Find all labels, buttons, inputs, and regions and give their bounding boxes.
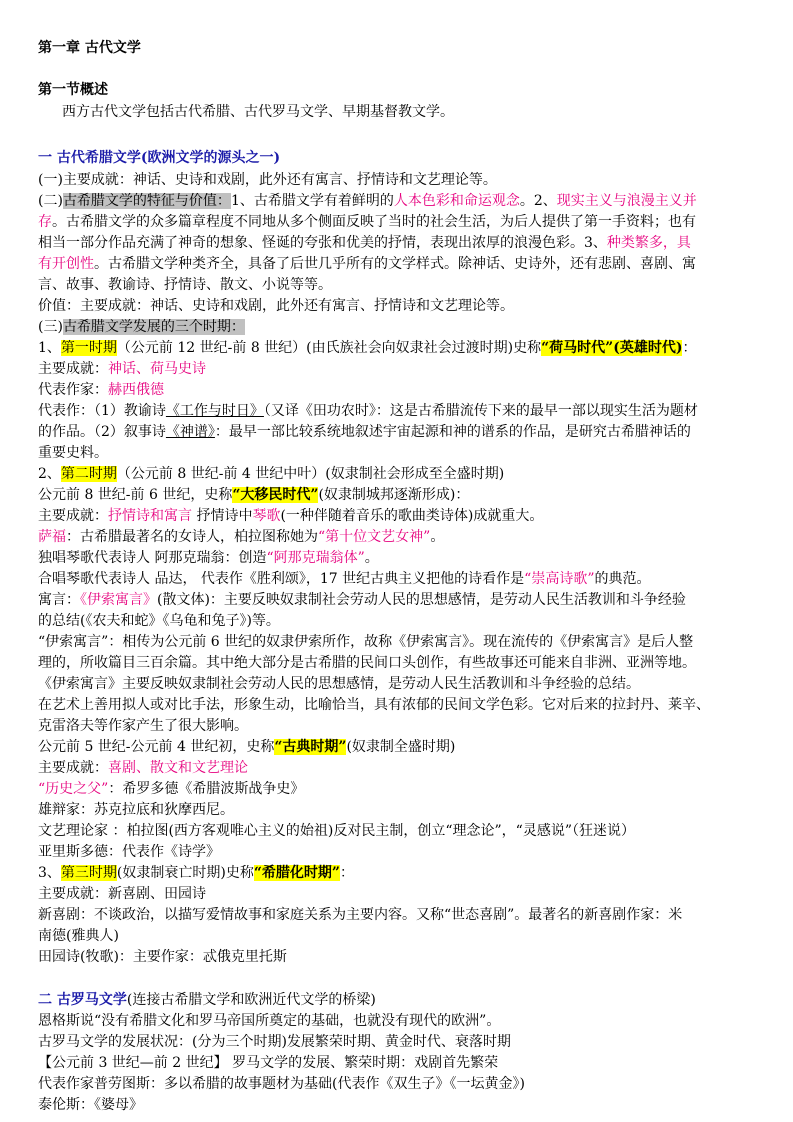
- new-comedy-line-2: 南德(雅典人): [38, 928, 119, 944]
- features-text-b: 。2、: [519, 193, 557, 209]
- period2-fable-line-2: 的总结(《农夫和蛇》《乌龟和兔子》)等。: [38, 613, 280, 629]
- engels-quote: 恩格斯说“没有希腊文化和罗马帝国所奠定的基础，也就没有现代的欧洲”。: [38, 1013, 501, 1029]
- greek-achievements: (一)主要成就：神话、史诗和戏剧，此外还有寓言、抒情诗和文艺理论等。: [38, 172, 497, 188]
- sappho-name: 萨福: [38, 529, 66, 545]
- greek-features-line-2: [38, 212, 790, 232]
- period1-works-d: ：最早一部比较系统地叙述宇宙起源和神的谱系的作品，是研究古希腊神话的: [214, 424, 691, 440]
- sappho-title: “第十位文艺女神”: [318, 529, 431, 545]
- period2-ach-pink2: 琴歌: [252, 508, 281, 524]
- classic-period: [38, 737, 790, 757]
- period2-sub-b: (奴隶制城邦逐渐形成)：: [318, 487, 470, 503]
- features-text-e: 。古希腊文学种类齐全，具备了后世几乎所有的文学样式。除神话、史诗外，还有悲剧、喜剧、寓: [94, 256, 696, 272]
- period1-works-line-1: [38, 401, 790, 421]
- period1-writer-label: 代表作家：: [38, 382, 108, 398]
- fable-b: (散文体)：主要反映奴隶制社会劳动人民的思想感情，是劳动人民生活教训和斗争经验: [157, 592, 686, 608]
- terence: 泰伦斯：《婆母》: [38, 1097, 143, 1113]
- period1-ach-label: 主要成就：: [38, 361, 108, 377]
- period2-anacreon: [38, 548, 790, 568]
- plautus: 代表作家普劳图斯：多以希腊的故事题材为基础(代表作《双生子》《一坛黄金》): [38, 1076, 525, 1092]
- period2-achievements: [38, 506, 790, 526]
- features-pink-4: 种类繁多，具: [606, 235, 691, 251]
- greek-features-line-4: [38, 254, 790, 274]
- classic-ach-label: 主要成就：: [38, 760, 108, 776]
- period1-work1: 《工作与时日》: [165, 403, 264, 419]
- classic-name: “古典时期”: [274, 739, 347, 755]
- greek-features-line-1: [38, 191, 790, 211]
- period1-work2: 《神谱》: [165, 424, 215, 440]
- fable-a: 寓言：: [38, 592, 80, 608]
- period2-num: 2、: [38, 466, 61, 482]
- period1-ach: 神话、荷马史诗: [108, 361, 206, 377]
- period1-title: [38, 338, 790, 358]
- period1-name: “荷马时代”(英雄时代): [541, 340, 683, 356]
- period2-label: 第二时期: [60, 466, 117, 482]
- period2-text: （公元前 8 世纪-前 4 世纪中叶）(奴隶制社会形成至全盛时期): [116, 466, 505, 482]
- classic-a: 公元前 5 世纪-公元前 4 世纪初，史称: [38, 739, 275, 755]
- period2-sub-a: 公元前 8 世纪-前 6 世纪，史称: [38, 487, 233, 503]
- period2-sappho: [38, 527, 790, 547]
- pind-pink: “崇高诗歌”: [524, 571, 595, 587]
- period1-works-a: 代表作：（1）教谕诗: [38, 403, 166, 419]
- greek-periods-heading: [38, 317, 790, 337]
- period2-ach-label: 主要成就：: [38, 508, 108, 524]
- features-text-c: 。古希腊文学的众多篇章程度不同地从多个侧面反映了当时的社会生活，为后人提供了第一手资料；也有: [52, 214, 696, 230]
- anac-a: 独唱琴歌代表诗人 阿那克瑞翁：创造: [38, 550, 267, 566]
- period3-num: 3、: [38, 865, 61, 881]
- period1-num: 1、: [38, 340, 61, 356]
- period1-achievements: [38, 359, 790, 379]
- features-prefix: (二): [38, 193, 63, 209]
- features-pink-5: 有开创性: [38, 256, 94, 272]
- period2-ach-c: (一种伴随着音乐的歌曲类诗体)成就重大。: [280, 508, 544, 524]
- section-title: 第一节概述: [38, 82, 108, 98]
- period1-works-b: （又译《田功农时》：这是古希腊流传下来的最早一部以现实生活为题材: [263, 403, 698, 419]
- period1-works-line-2: [38, 422, 790, 442]
- period3-label: 第三时期: [60, 865, 117, 881]
- anac-b: 。: [364, 550, 379, 566]
- pind-a: 合唱琴歌代表诗人 品达， 代表作《胜利颂》，17 世纪古典主义把他的诗看作是: [38, 571, 525, 587]
- roman-heading: [38, 990, 790, 1010]
- intro-paragraph: 西方古代文学包括古代希腊、古代罗马文学、早期基督教文学。: [62, 104, 454, 120]
- greek-features-line-5: 言、故事、教谕诗、抒情诗、散文、小说等等。: [38, 277, 332, 293]
- period1-works-line-3: 重要史料。: [38, 445, 108, 461]
- chapter-title: 第一章 古代文学: [38, 40, 141, 56]
- period3-title: [38, 863, 790, 883]
- periods-heading-text: 古希腊文学发展的三个时期：: [62, 319, 245, 335]
- period1-label: 第一时期: [60, 340, 117, 356]
- aesop-line-5: 克雷洛夫等作家产生了很大影响。: [38, 718, 248, 734]
- pastoral: 田园诗(牧歌)：主要作家：忒俄克里托斯: [38, 949, 287, 965]
- roman-status: 古罗马文学的发展状况：(分为三个时期)发展繁荣时期、黄金时代、衰落时期: [38, 1034, 511, 1050]
- greek-value: 价值：主要成就：神话、史诗和戏剧，此外还有寓言、抒情诗和文艺理论等。: [38, 298, 514, 314]
- herod-text: ：希罗多德《希腊波斯战争史》: [108, 781, 305, 797]
- orators: 雄辩家：苏克拉底和狄摩西尼。: [38, 802, 234, 818]
- period3-text: (奴隶制衰亡时期)史称: [116, 865, 254, 881]
- period1-writer-name: 赫西俄德: [108, 382, 164, 398]
- greek-features-line-3: [38, 233, 790, 253]
- herodotus: [38, 779, 790, 799]
- period2-fable-line-1: [38, 590, 790, 610]
- features-pink-2: 现实主义与浪漫主义并: [556, 193, 697, 209]
- features-text-d: 相当一部分作品充满了神奇的想象、怪诞的夸张和优美的抒情，表现出浓厚的浪漫色彩。3、: [38, 235, 607, 251]
- aristotle: 亚里斯多德：代表作《诗学》: [38, 844, 220, 860]
- sappho-b: 。: [430, 529, 445, 545]
- classic-achievements: [38, 758, 790, 778]
- features-pink-3: 存: [38, 214, 52, 230]
- fable-pink: 《伊索寓言》: [80, 592, 157, 608]
- aesop-line-3: 《伊索寓言》主要反映奴隶制社会劳动人民的思想感情，是劳动人民生活教训和斗争经验的总结。: [38, 676, 640, 692]
- features-heading: 古希腊文学的特征与价值：: [62, 193, 231, 209]
- period3-end: ：: [339, 865, 354, 881]
- features-pink-1: 人本色彩和命运观念: [393, 193, 520, 209]
- period3-name: “希腊化时期”: [253, 865, 340, 881]
- period1-writer: [38, 380, 790, 400]
- periods-prefix: (三): [38, 319, 63, 335]
- aesop-line-4: 在艺术上善用拟人或对比手法，形象生动，比喻恰当，具有浓郁的民间文学色彩。它对后来的拉封丹、莱辛、: [38, 697, 710, 713]
- period2-title: [38, 464, 790, 484]
- literary-theory: 文艺理论家 ：柏拉图(西方客观唯心主义的始祖)反对民主制，创立“理念论”，“灵感说”（狂迷说）: [38, 823, 636, 839]
- roman-era: 【公元前 3 世纪—前 2 世纪】 罗马文学的发展、繁荣时期：戏剧首先繁荣: [38, 1055, 499, 1071]
- herod-title: “历史之父”: [38, 781, 109, 797]
- pind-b: 的典范。: [594, 571, 651, 587]
- aesop-line-2: 理的，所收篇目三百余篇。其中绝大部分是古希腊的民间口头创作，有些故事还可能来自非洲、亚洲等地。: [38, 655, 696, 671]
- period3-achievements: 主要成就：新喜剧、田园诗: [38, 886, 206, 902]
- period2-pindar: [38, 569, 790, 589]
- period1-works-c: 的作品。（2）叙事诗: [38, 424, 166, 440]
- greek-heading: 一 古代希腊文学(欧洲文学的源头之一): [38, 150, 281, 166]
- roman-heading-note: (连接古希腊文学和欧洲近代文学的桥梁): [126, 992, 376, 1008]
- period2-subperiod: [38, 485, 790, 505]
- roman-heading-text: 二 古罗马文学: [38, 992, 127, 1008]
- period1-text: （公元前 12 世纪-前 8 世纪）(由氏族社会向奴隶社会过渡时期)史称: [116, 340, 542, 356]
- classic-b: (奴隶制全盛时期): [346, 739, 456, 755]
- aesop-line-1: “伊索寓言”：相传为公元前 6 世纪的奴隶伊索所作，故称《伊索寓言》。现在流传的《伊索寓言》是后人整: [38, 634, 694, 650]
- period1-end: ：: [682, 340, 697, 356]
- features-text-a: 1、古希腊文学有着鲜明的: [230, 193, 394, 209]
- period2-ach-pink: 抒情诗和寓言: [108, 508, 192, 524]
- classic-ach: 喜剧、散文和文艺理论: [108, 760, 248, 776]
- period2-ach-b: 抒情诗中: [192, 508, 253, 524]
- anac-pink: “阿那克瑞翁体”: [266, 550, 365, 566]
- new-comedy-line-1: 新喜剧：不谈政治，以描写爱情故事和家庭关系为主要内容。又称“世态喜剧”。最著名的新喜剧作家：米: [38, 907, 683, 923]
- sappho-a: ：古希腊最著名的女诗人，柏拉图称她为: [66, 529, 318, 545]
- period2-sub-name: “大移民时代”: [232, 487, 319, 503]
